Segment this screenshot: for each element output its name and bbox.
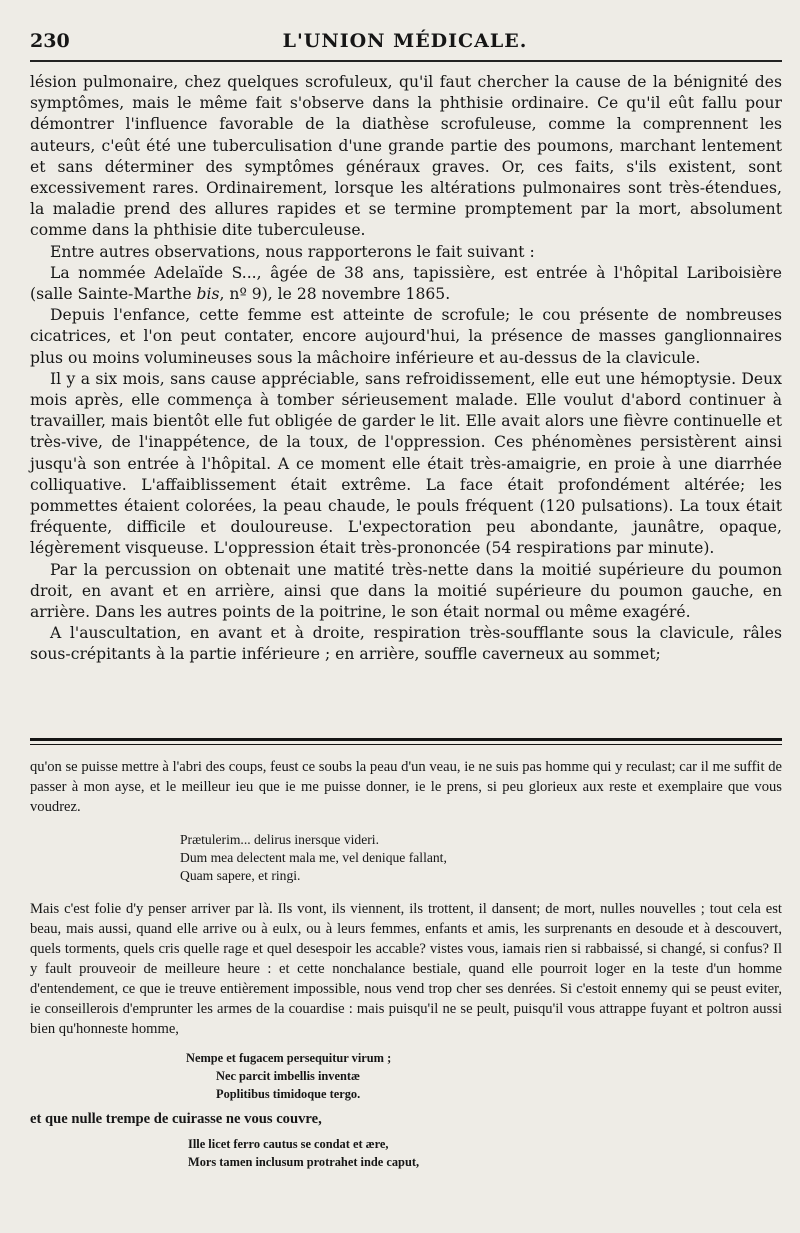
verse-quote	[30, 1135, 782, 1171]
journal-title: L'UNION MÉDICALE.	[282, 30, 528, 52]
paragraph: A l'auscultation, en avant et à droite, respiration très-soufflante sous la clavicule, râles sous-crépitants à la partie inférieure ; en arrière, souffle caverneux au sommet;	[30, 624, 782, 664]
verse-line: Prætulerim... delirus inersque videri.	[180, 832, 379, 847]
paragraph: et que nulle trempe de cuirasse ne vous couvre,	[30, 1111, 322, 1127]
verse-line: Poplitibus timidoque tergo.	[216, 1087, 361, 1101]
verse-quote	[30, 1049, 782, 1103]
verse-line: Mors tamen inclusum protrahet inde caput,	[188, 1155, 420, 1169]
paragraph: Depuis l'enfance, cette femme est atteinte de scrofule; le cou présente de nombreuses cicatrices, et l'on peut contater, encore aujourd'hui, la présence de masses ganglionnaires plus ou moins volumineuses sous la mâchoire inférieure et au-dessus de la clavicule.	[30, 306, 782, 367]
header-rule	[30, 60, 782, 62]
paragraph	[30, 263, 782, 305]
paragraph: qu'on se puisse mettre à l'abri des coups, feust ce soubs la peau d'un veau, ie ne suis pas homme qui y reculast; car il me suffit de passer à mon ayse, et le meilleur ieu que ie me puisse donner, ie le prens, si peu glorieux aux reste et exemplaire que vous voudrez.	[30, 759, 782, 815]
page-header	[30, 30, 780, 56]
paragraph: Entre autres observations, nous rapporterons le fait suivant :	[50, 242, 535, 261]
verse-quote	[30, 831, 782, 885]
verse-line: Quam sapere, et ringi.	[180, 868, 301, 883]
text-run: La nommée Adelaïde S..., âgée de 38 ans, tapissière, est entrée à l'hôpital Lariboisière (salle Sainte-Marthe	[30, 263, 782, 304]
text-run: , nº 9), le 28 novembre 1865.	[219, 285, 451, 304]
verse-line: Ille licet ferro cautus se condat et ære,	[188, 1137, 389, 1151]
verse-line: Nempe et fugacem persequitur virum ;	[186, 1051, 392, 1065]
paragraph: Il y a six mois, sans cause appréciable, sans refroidissement, elle eut une hémoptysie. Deux mois après, elle commença à tomber sérieusement malade. Elle voulut d'abord continuer à travailler, mais bientôt elle fut obligée de garder le lit. Elle avait alors une fièvre continuelle et très-vive, de l'inappétence, de la toux, de l'oppression. Ces phénomènes persistèrent ainsi jusqu'à son entrée à l'hôpital. A ce moment elle était très-amaigrie, en proie à une diarrhée colliquative. L'affaiblissement était extrême. La face était profondément altérée; les pommettes étaient colorées, la peau chaude, le pouls fréquent (120 pulsations). La toux était fréquente, difficile et douloureuse. L'expectoration peu abondante, jaunâtre, opaque, légèrement visqueuse. L'oppression était très-prononcée (54 respirations par minute).	[30, 369, 782, 558]
section-divider	[30, 738, 782, 745]
verse-line: Dum mea delectent mala me, vel denique fallant,	[180, 850, 447, 865]
paragraph: lésion pulmonaire, chez quelques scrofuleux, qu'il faut chercher la cause de la bénignité des symptômes, mais le même fait s'observe dans la phthisie ordinaire. Ce qu'il eût fallu pour démontrer l'influence favorable de la diathèse scrofuleuse, comme la comprennent les auteurs, c'eût été une tuberculisation d'une grande partie des poumons, marchant lentement et sans déterminer des symptômes généraux graves. Or, ces faits, s'ils existent, sont excessivement rares. Ordinairement, lorsque les altérations pulmonaires sont très-étendues, la maladie prend des allures rapides et se termine promptement par la mort, absolument comme dans la phthisie dite tuberculeuse.	[30, 73, 782, 240]
paragraph: Mais c'est folie d'y penser arriver par là. Ils vont, ils viennent, ils trottent, il dansent; de mort, nulles nouvelles ; tout cela est beau, mais aussi, quand elle arrive ou à eulx, ou à leurs femmes, enfants et amis, les surprenants en desoude et à descouvert, quels torments, quels cris quelle rage et quel desespoir les accable? vistes vous, iamais rien si rabbaissé, si changé, si confus? Il y fault prouveoir de meilleure heure : et cette nonchalance bestiale, quand elle pourroit loger en la teste d'un homme d'entendement, ce que ie treuve entièrement impossible, nous vend trop cher ses denrées. Si c'estoit ennemy qui se peust eviter, ie conseillerois d'emprunter les armes de la couardise : mais puisqu'il ne se peult, puisqu'il vous attrappe fuyant et poltron aussi bien qu'honneste homme,	[30, 901, 782, 1037]
paragraph: Par la percussion on obtenait une matité très-nette dans la moitié supérieure du poumon droit, en avant et en arrière, ainsi que dans la moitié supérieure du poumon gauche, en arrière. Dans les autres points de la poitrine, le son était normal ou même exagéré.	[30, 560, 782, 622]
italic-run: bis	[196, 285, 220, 304]
page-number: 230	[30, 30, 70, 52]
main-text	[30, 72, 782, 666]
feuilleton-text	[30, 757, 782, 1171]
verse-line: Nec parcit imbellis inventæ	[216, 1069, 360, 1083]
